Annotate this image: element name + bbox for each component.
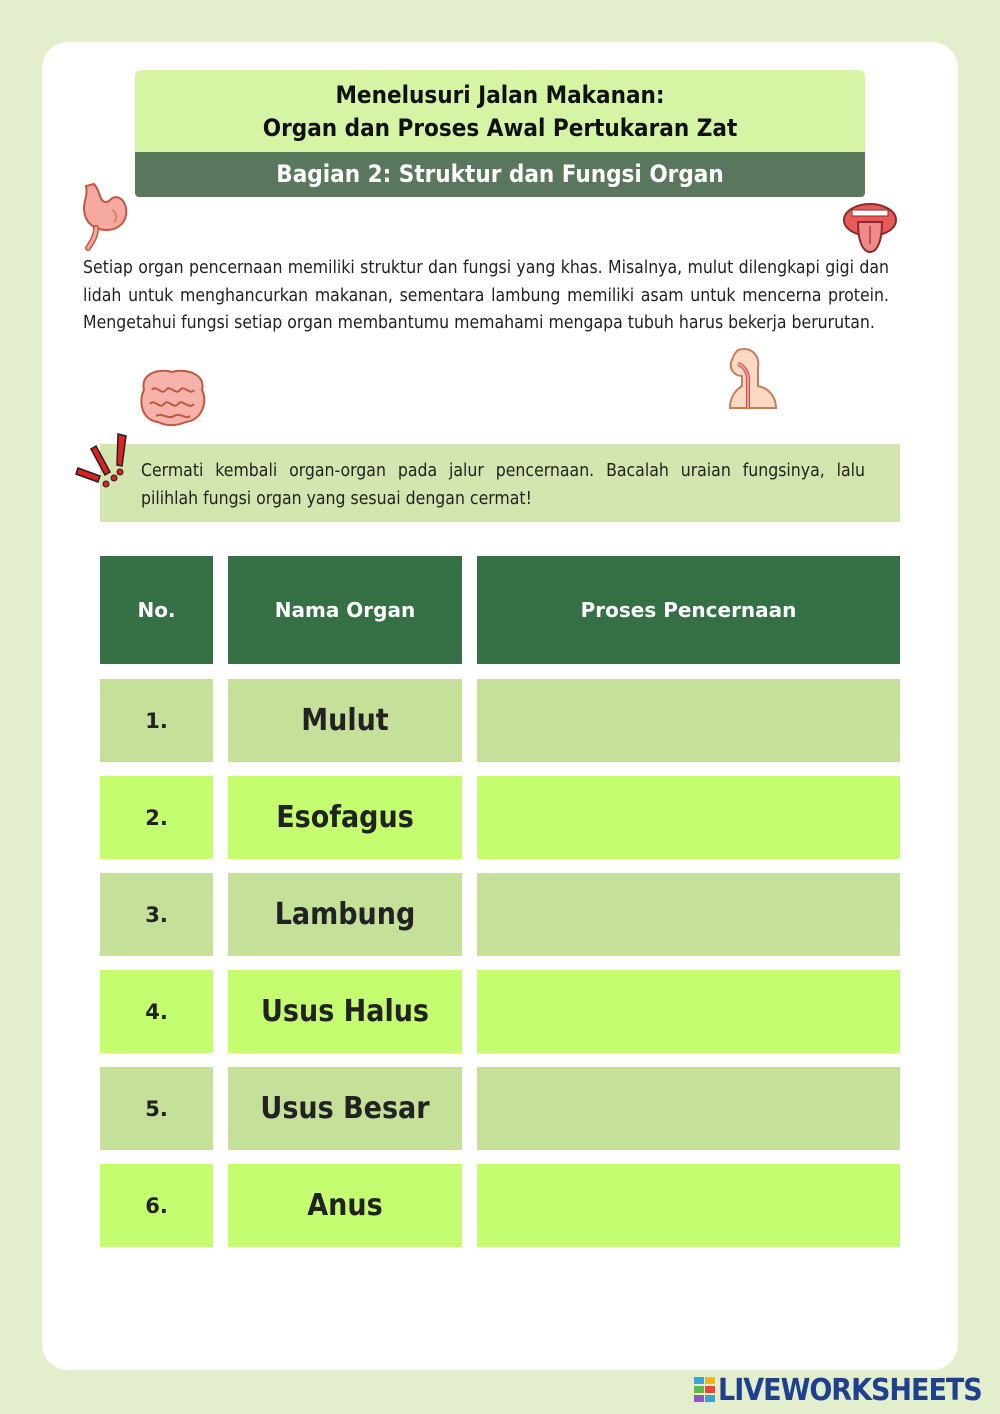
row-6-organ: Anus	[228, 1164, 462, 1247]
liveworksheets-emblem-icon	[694, 1377, 716, 1403]
brand-name: LIVEWORKSHEETS	[718, 1372, 982, 1408]
row-1-organ: Mulut	[228, 679, 462, 762]
header-organ-name: Nama Organ	[228, 556, 462, 664]
row-1-process-dropzone[interactable]	[477, 679, 900, 762]
row-6-process-dropzone[interactable]	[477, 1164, 900, 1247]
row-4-number: 4.	[100, 970, 213, 1053]
throat-icon	[724, 346, 780, 412]
liveworksheets-logo	[694, 1373, 982, 1407]
row-3-organ: Lambung	[228, 873, 462, 956]
row-3-number: 3.	[100, 873, 213, 956]
exclamation-icon	[74, 430, 134, 488]
intestine-icon	[136, 366, 210, 428]
row-6-number: 6.	[100, 1164, 213, 1247]
header-no: No.	[100, 556, 213, 664]
instruction-box	[100, 444, 900, 522]
row-3-process-dropzone[interactable]	[477, 873, 900, 956]
mouth-tongue-icon	[842, 200, 898, 256]
row-5-organ: Usus Besar	[228, 1067, 462, 1150]
title-line-2: Organ dan Proses Awal Pertukaran Zat	[262, 114, 738, 142]
header-digestion-process: Proses Pencernaan	[477, 556, 900, 664]
stomach-icon	[76, 182, 132, 252]
row-4-organ: Usus Halus	[228, 970, 462, 1053]
row-5-number: 5.	[100, 1067, 213, 1150]
row-4-process-dropzone[interactable]	[477, 970, 900, 1053]
instruction-text: Cermati kembali organ-organ pada jalur pencernaan. Bacalah uraian fungsinya, lalu pilihlah fungsi organ yang sesuai dengan cermat!	[141, 461, 865, 509]
intro-paragraph: Setiap organ pencernaan memiliki struktur dan fungsi yang khas. Misalnya, mulut dilengkapi gigi dan lidah untuk menghancurkan makanan, sementara lambung memiliki asam untuk mencerna protein. Mengetahui fungsi setiap organ membantumu memahami mengapa tubuh harus bekerja berurutan.	[83, 258, 889, 333]
title-line-1: Menelusuri Jalan Makanan:	[335, 81, 665, 109]
title-box	[135, 70, 865, 152]
row-2-organ: Esofagus	[228, 776, 462, 859]
row-2-process-dropzone[interactable]	[477, 776, 900, 859]
section-subtitle: Bagian 2: Struktur dan Fungsi Organ	[135, 152, 865, 197]
row-1-number: 1.	[100, 679, 213, 762]
row-2-number: 2.	[100, 776, 213, 859]
row-5-process-dropzone[interactable]	[477, 1067, 900, 1150]
